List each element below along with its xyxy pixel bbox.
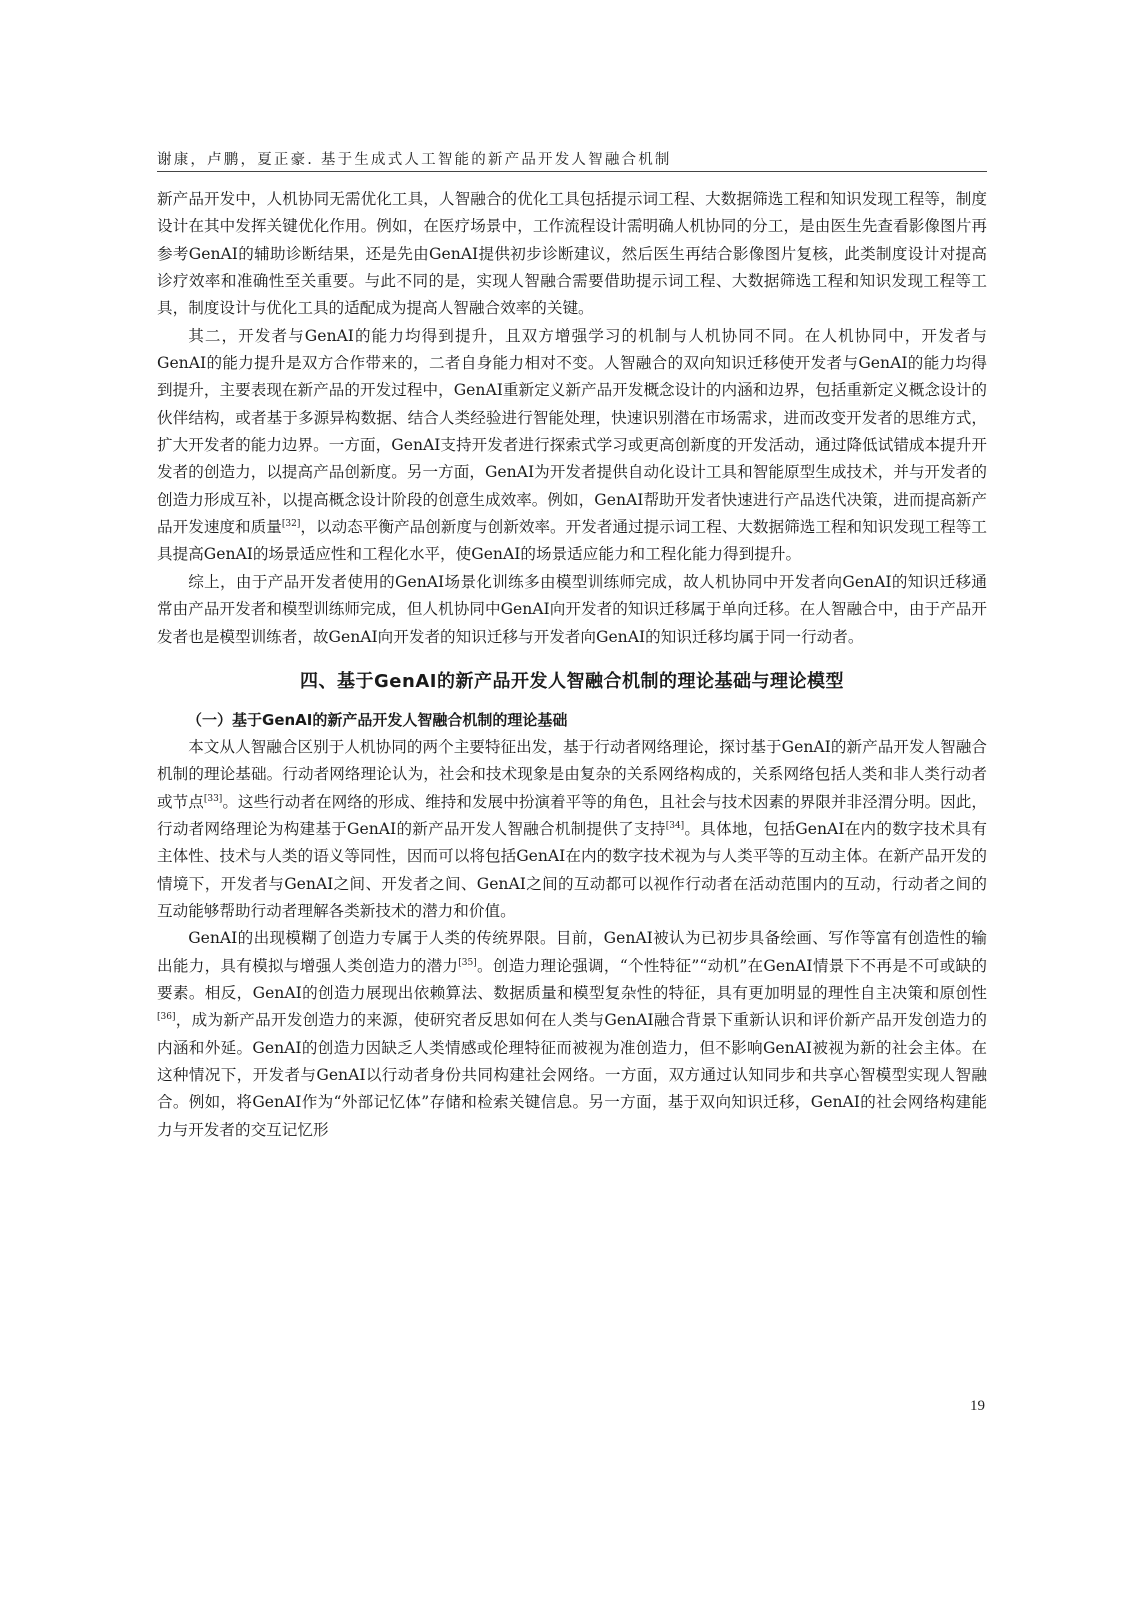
citation-ref: [32] [281,518,301,529]
citation-ref: [36] [157,1012,176,1023]
citation-ref: [34] [665,820,685,831]
paragraph-creativity [157,925,987,1144]
paragraph-text: 本文从人智融合区别于人机协同的两个主要特征出发，基于行动者网络理论，探讨基于GenAI的新产品开发人智融合机制的理论基础。行动者网络理论认为，社会和技术现象是由复杂的关系网络构成的，关系网络包括人类和非人类行动者或节点 [157,737,987,811]
header-rule [157,171,987,172]
section-heading: 四、基于GenAI的新产品开发人智融合机制的理论基础与理论模型 [300,670,844,692]
paragraph-text: GenAI的出现模糊了创造力专属于人类的传统界限。目前，GenAI被认为已初步具备绘画、写作等富有创造性的输出能力，具有模拟与增强人类创造力的潜力 [157,929,987,975]
subsection-heading: （一）基于GenAI的新产品开发人智融合机制的理论基础 [187,710,568,729]
paragraph-text: ，成为新产品开发创造力的来源，使研究者反思如何在人类与GenAI融合背景下重新认识和评价新产品开发创造力的内涵和外延。GenAI的创造力因缺乏人类情感或伦理特征而被视为准创造力，但不影响GenAI被视为新的社会主体。在这种情况下，开发者与GenAI以行动者身份共同构建社会网络。一方面，双方通过认知同步和共享心智模型实现人智融合。例如，将GenAI作为“外部记忆体”存储和检索关键信息。另一方面，基于双向知识迁移，GenAI的社会网络构建能力与开发者的交互记忆形 [157,1011,987,1139]
paragraph-text: 。这些行动者在网络的形成、维持和发展中扮演着平等的角色，且社会与技术因素的界限并非泾渭分明。因此，行动者网络理论为构建基于GenAI的新产品开发人智融合机制提供了支持 [157,792,987,838]
paragraph-continued: 新产品开发中，人机协同无需优化工具，人智融合的优化工具包括提示词工程、大数据筛选工程和知识发现工程等，制度设计在其中发挥关键优化作用。例如，在医疗场景中，工作流程设计需明确人机协同的分工，是由医生先查看影像图片再参考GenAI的辅助诊断结果，还是先由GenAI提供初步诊断建议，然后医生再结合影像图片复核，此类制度设计对提高诊疗效率和准确性至关重要。与此不同的是，实现人智融合需要借助提示词工程、大数据筛选工程和知识发现工程等工具，制度设计与优化工具的适配成为提高人智融合效率的关键。 [157,190,987,318]
paragraph-text: ，以动态平衡产品创新度与创新效率。开发者通过提示词工程、大数据筛选工程和知识发现工程等工具提高GenAI的场景适应性和工程化水平，使GenAI的场景适应能力和工程化能力得到提升。 [157,518,987,564]
paragraph-text: 其二，开发者与GenAI的能力均得到提升，且双方增强学习的机制与人机协同不同。在人机协同中，开发者与GenAI的能力提升是双方合作带来的，二者自身能力相对不变。人智融合的双向知识迁移使开发者与GenAI的能力均得到提升，主要表现在新产品的开发过程中，GenAI重新定义新产品开发概念设计的内涵和边界，包括重新定义概念设计的伙伴结构，或者基于多源异构数据、结合人类经验进行智能处理，快速识别潜在市场需求，进而改变开发者的思维方式，扩大开发者的能力边界。一方面，GenAI支持开发者进行探索式学习或更高创新度的开发活动，通过降低试错成本提升开发者的创造力，以提高产品创新度。另一方面，GenAI为开发者提供自动化设计工具和智能原型生成技术，并与开发者的创造力形成互补，以提高概念设计阶段的创意生成效率。例如，GenAI帮助开发者快速进行产品迭代决策，进而提高新产品开发速度和质量 [157,326,987,537]
paragraph-text: 。具体地，包括GenAI在内的数字技术具有主体性、技术与人类的语义等同性，因而可以将包括GenAI在内的数字技术视为与人类平等的互动主体。在新产品开发的情境下，开发者与GenAI之间、开发者之间、GenAI之间的互动都可以视作行动者在活动范围内的互动，行动者之间的互动能够帮助行动者理解各类新技术的潜力和价值。 [157,819,987,920]
citation-ref: [35] [458,957,477,968]
paragraph-text: 。创造力理论强调，“个性特征”“动机”在GenAI情景下不再是不可或缺的要素。相反，GenAI的创造力展现出依赖算法、数据质量和模型复杂性的特征，具有更加明显的理性自主决策和原创性 [157,956,987,1002]
paragraph-capability [157,323,987,569]
paragraph-summary: 综上，由于产品开发者使用的GenAI场景化训练多由模型训练师完成，故人机协同中开发者向GenAI的知识迁移通常由产品开发者和模型训练师完成，但人机协同中GenAI向开发者的知识迁移属于单向迁移。在人智融合中，由于产品开发者也是模型训练者，故GenAI向开发者的知识迁移与开发者向GenAI的知识迁移均属于同一行动者。 [157,572,987,646]
paragraph-ant-theory [157,734,987,925]
page-number: 19 [970,1398,985,1414]
running-header: 谢康，卢鹏，夏正豪. 基于生成式人工智能的新产品开发人智融合机制 [157,152,672,168]
article-body [157,186,987,1144]
citation-ref: [33] [203,793,223,804]
